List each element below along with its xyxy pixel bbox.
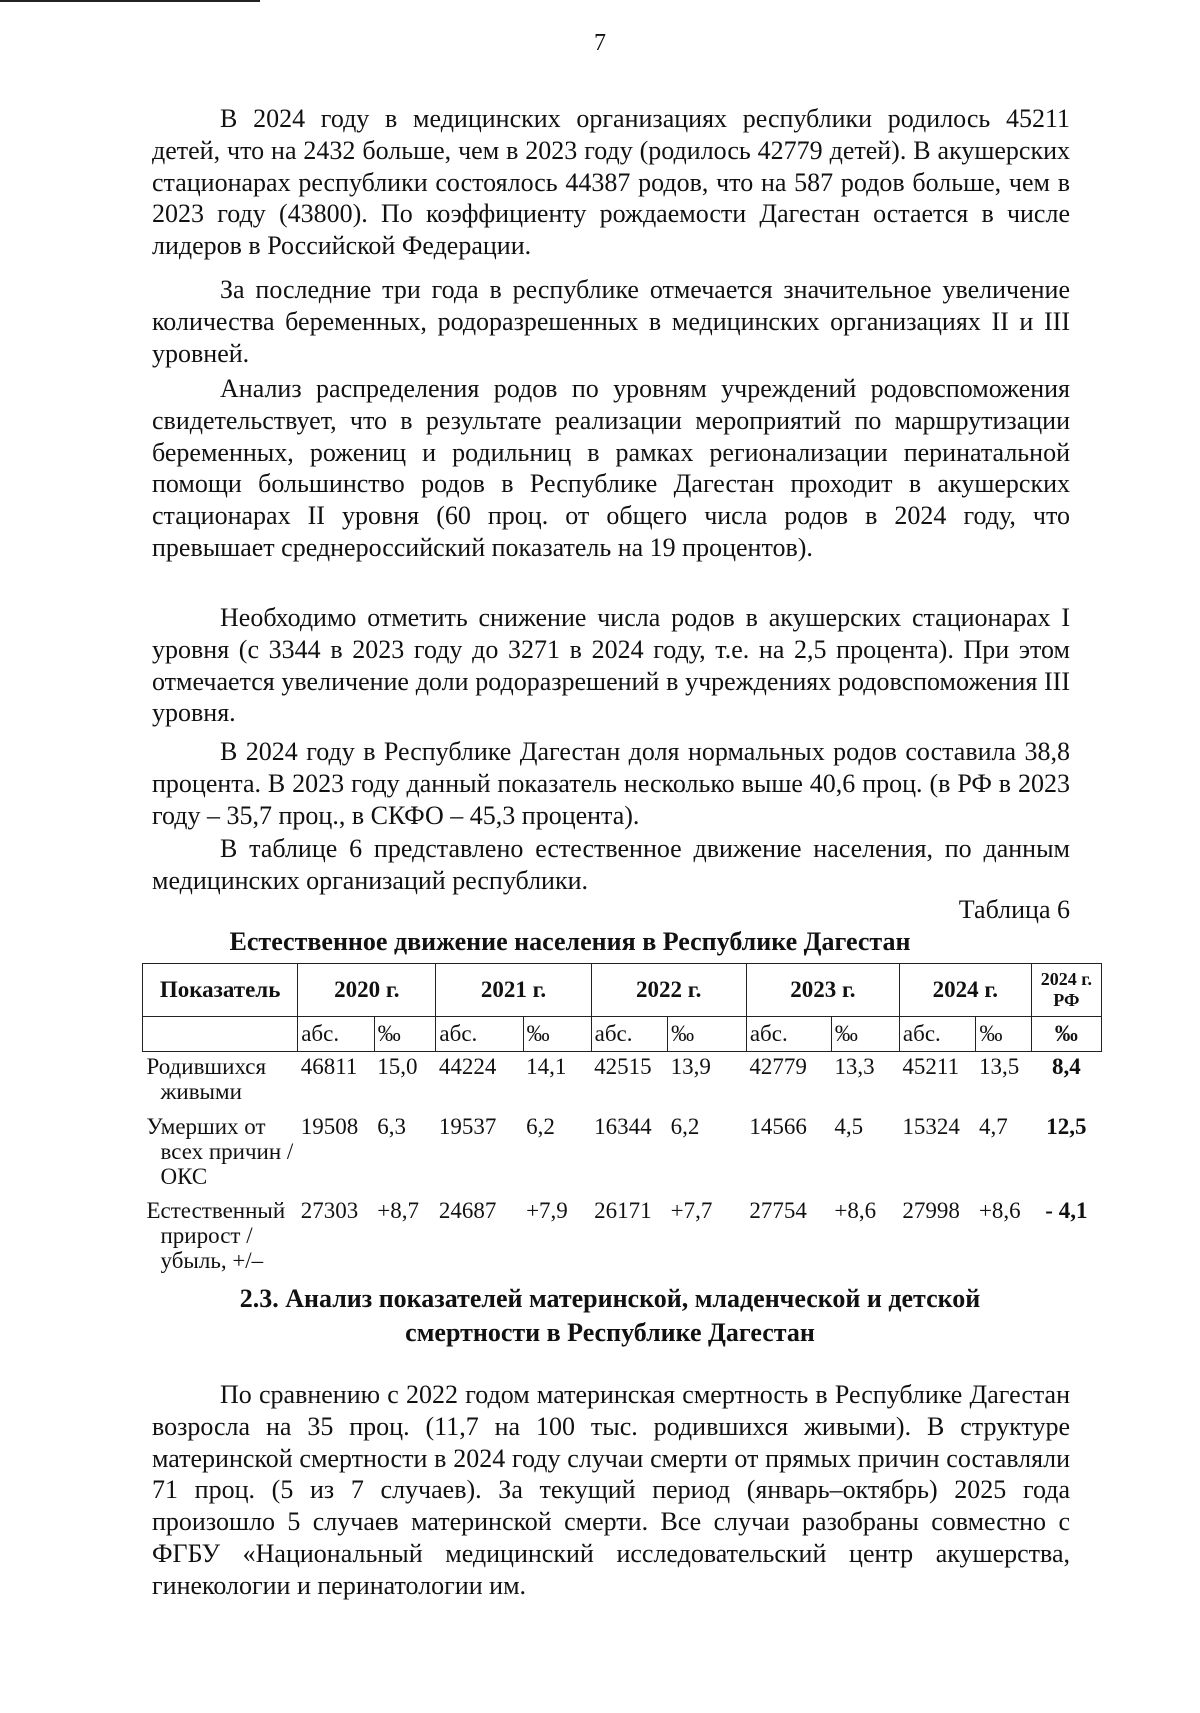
scan-edge-line [0,0,260,2]
table-cell: 19508 [300,1114,359,1139]
table-cell: 16344 [594,1114,652,1139]
table-row-deaths [143,1112,1102,1196]
row-label: Родившихся живыми [146,1054,267,1104]
table-cell: 44224 [438,1054,497,1079]
table-cell: 14566 [749,1114,807,1139]
header-year: 2022 г. [591,964,746,1017]
header-indicator: Показатель [143,964,298,1017]
header-year: 2024 г. [899,964,1031,1017]
paragraph-maternal-mortality: По сравнению с 2022 годом материнская смертность в Республике Дагестан возросла на 35 проц. (11,7 на 100 тыс. родившихся живыми). В структуре материнской смертности в 2024 году случаи смерти от прямых причин составляли 71 проц. (5 из 7 случаев). За текущий период (январь–октябрь) 2025 года произошло 5 случаев материнской смерти. Все случаи разобраны совместно с ФГБУ «Национальный медицинский исследовательский центр акушерства, гинекологии и перинатологии им. [152,1380,1070,1600]
unit-permille: ‰ [523,1017,591,1052]
table-cell-rf: 8,4 [1052,1054,1081,1079]
table-row-natural-growth [143,1196,1102,1280]
paragraph-level-one-decrease: Необходимо отметить снижение числа родов в акушерских стационарах I уровня (с 3344 в 2023 году до 3271 в 2024 году, т.е. на 2,5 процента). При этом отмечается увеличение доли родоразрешений в учреждениях родовспоможения III уровня. [152,603,1070,728]
paragraph-delivery-levels: Анализ распределения родов по уровням учреждений родовспоможения свидетельствует, что в результате реализации мероприятий по маршрутизации беременных, рожениц и родильниц в рамках регионализации перинатальной помощи большинство родов в Республике Дагестан проходит в акушерских стационарах II уровня (60 проц. от общего числа родов в 2024 году, что превышает среднероссийский показатель на 19 процентов). [152,374,1070,562]
table-cell: +8,6 [834,1198,877,1223]
unit-abs: абс. [746,1017,831,1052]
table-cell: 14,1 [526,1054,567,1079]
table-header-row [143,964,1102,1017]
row-label: Умерших от всех причин / ОКС [146,1114,294,1189]
unit-rf-permille: ‰ [1031,1017,1101,1052]
population-movement-table [142,963,1102,1280]
table-cell: 4,7 [978,1114,1008,1139]
table-cell: +7,7 [670,1198,713,1223]
table-cell: 27998 [902,1198,960,1223]
table-cell: 26171 [594,1198,652,1223]
unit-abs: абс. [591,1017,668,1052]
table-caption: Таблица 6 [958,895,1070,924]
table-cell-rf: 12,5 [1046,1114,1087,1139]
table-cell: 13,3 [834,1054,875,1079]
table-title: Естественное движение населения в Республике Дагестан [229,927,911,956]
table-cell: 6,2 [670,1114,700,1139]
unit-abs: абс. [298,1017,375,1052]
table-cell: 27303 [300,1198,359,1223]
header-year: 2021 г. [436,964,591,1017]
table-cell: 13,5 [978,1054,1020,1079]
header-year: 2023 г. [746,964,899,1017]
table-cell: +8,7 [377,1198,419,1223]
table-cell: 6,3 [377,1114,406,1139]
table-cell: 15324 [902,1114,960,1139]
table-cell: 24687 [438,1198,497,1223]
paragraph-normal-births: В 2024 году в Республике Дагестан доля нормальных родов составила 38,8 процента. В 2023 году данный показатель несколько выше 40,6 проц. (в РФ в 2023 году – 35,7 проц., в СКФО – 45,3 процента). [152,737,1070,830]
unit-permille: ‰ [976,1017,1031,1052]
header-year: 2020 г. [298,964,436,1017]
table-cell: +7,9 [526,1198,568,1223]
paragraph-table-intro: В таблице 6 представлено естественное движение населения, по данным медицинских организаций республики. [152,834,1070,895]
table-cell: 46811 [300,1054,358,1079]
paragraph-births: В 2024 году в медицинских организациях республики родилось 45211 детей, что на 2432 больше, чем в 2023 году (родилось 42779 детей). В акушерских стационарах республики состоялось 44387 родов, что на 587 родов больше, чем в 2023 году (43800). По коэффициенту рождаемости Дагестан остается в числе лидеров в Российской Федерации. [152,104,1070,261]
table-cell: 42515 [594,1054,652,1079]
unit-permille: ‰ [831,1017,899,1052]
unit-permille: ‰ [668,1017,747,1052]
unit-abs: абс. [899,1017,976,1052]
table-cell: 4,5 [834,1114,864,1139]
table-cell: 45211 [902,1054,960,1079]
table-cell: 19537 [438,1114,497,1139]
unit-permille: ‰ [374,1017,436,1052]
paragraph-pregnant-increase: За последние три года в республике отмечается значительное увеличение количества беременных, родоразрешенных в медицинских организациях II и III уровней. [152,275,1070,368]
page-number: 7 [594,30,606,56]
table-cell: 27754 [749,1198,807,1223]
row-label: Естественный прирост / убыль, +/– [146,1198,286,1273]
header-rf: 2024 г. РФ [1031,964,1101,1017]
section-heading: 2.3. Анализ показателей материнской, младенческой и детской смертности в Республике Дагестан [239,1284,981,1347]
table-cell: 42779 [749,1054,807,1079]
table-units-row [143,1017,1102,1052]
units-empty-cell [143,1017,298,1052]
table-cell: 13,9 [670,1054,711,1079]
table-cell: 6,2 [526,1114,555,1139]
table-row-births [143,1052,1102,1113]
table-cell-rf: - 4,1 [1045,1198,1088,1223]
table-cell: +8,6 [978,1198,1021,1223]
unit-abs: абс. [436,1017,523,1052]
table-cell: 15,0 [377,1054,418,1079]
